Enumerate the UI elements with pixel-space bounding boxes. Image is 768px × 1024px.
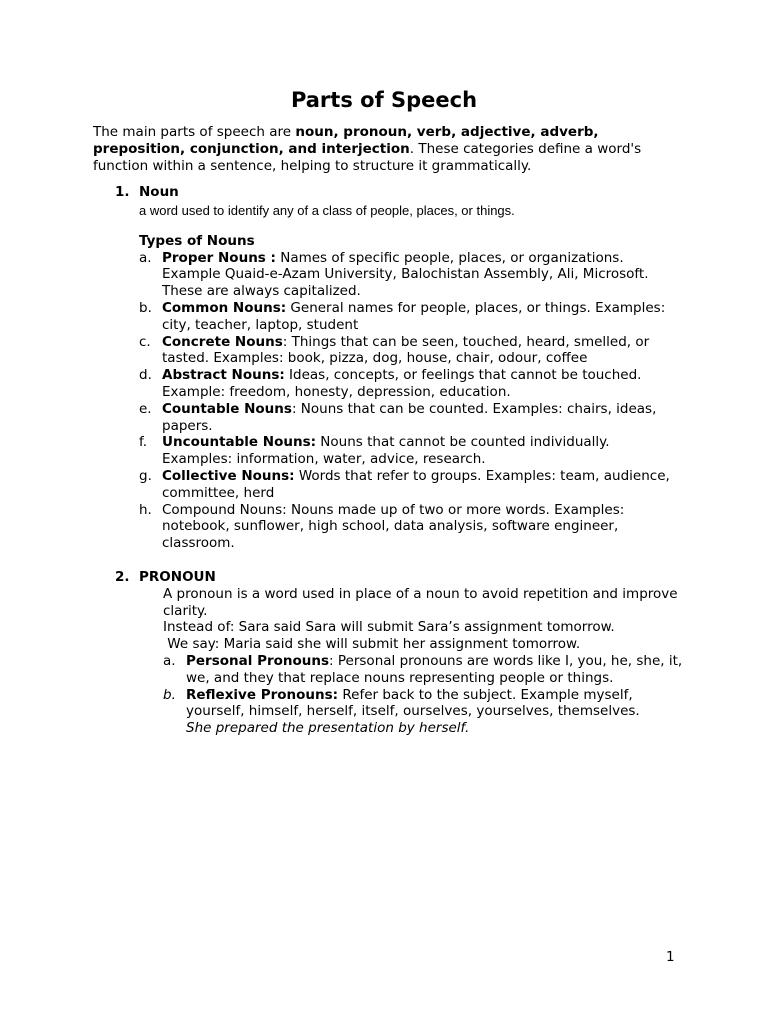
pronoun-example-instead: Instead of: Sara said Sara will submit Sara’s assignment tomorrow. [163,619,615,636]
example-sentence: She prepared the presentation by herself. [186,720,470,737]
intro-bold-list: noun, pronoun, verb, adjective, adverb, preposition, conjunction, and interjection [93,124,599,157]
term: Abstract Nouns: [162,367,285,384]
description: Words that refer to groups. Examples: team, audience, committee, herd [162,467,670,501]
section-heading-noun: Noun [139,184,179,200]
list-marker: b. [139,299,152,316]
list-item [139,502,683,552]
list-marker: h. [139,501,152,518]
description: : Things that can be seen, touched, heard, smelled, or tasted. Examples: book, pizza, dog, house, chair, odour, coffee [162,333,650,367]
list-item [163,687,683,737]
list-marker: d. [139,367,152,384]
term: Personal Pronouns [186,652,330,669]
term: Uncountable Nouns: [162,434,317,451]
list-marker: a. [139,249,152,266]
description: : Personal pronouns are words like I, you, he, she, it, we, and they that replace nouns representing people or things. [186,652,683,686]
list-item [139,334,683,368]
list-marker: g. [139,467,152,484]
section-heading-pronoun: PRONOUN [139,569,216,585]
pronoun-definition: A pronoun is a word used in place of a noun to avoid repetition and improve clarity. [163,585,678,619]
intro-paragraph [93,124,683,174]
section-number: 2. [115,569,130,585]
page-title: Parts of Speech [290,88,478,112]
description: Ideas, concepts, or feelings that cannot be touched. Example: freedom, honesty, depression, education. [162,367,642,400]
list-marker: c. [139,333,151,350]
list-marker: a. [163,652,176,669]
list-item [139,401,683,435]
list-marker: b. [163,686,176,703]
list-item [139,367,683,401]
description: Nouns that cannot be counted individually. Examples: information, water, advice, research. [162,434,610,468]
term: Countable Nouns [162,400,292,417]
list-item [139,434,683,468]
description: Refer back to the subject. Example myself, yourself, himself, herself, itself, ourselves, yourselves, themselves. [186,686,640,720]
intro-lead: The main parts of speech are [93,124,296,140]
description: Compound Nouns: Nouns made up of two or more words. Examples: notebook, sunflower, high school, data analysis, software engineer, classroom. [162,501,625,552]
pronoun-example-we-say: We say: Maria said she will submit her assignment tomorrow. [163,636,581,653]
term: Collective Nouns: [162,467,295,484]
types-of-nouns-heading: Types of Nouns [139,232,255,249]
page-number: 1 [666,949,675,965]
list-item [139,300,683,334]
intro-rest: . These categories define a word's function within a sentence, helping to structure it grammatically. [93,140,642,174]
noun-types-list [139,250,683,552]
term: Reflexive Pronouns: [186,686,339,703]
pronoun-types-list [163,653,683,737]
list-item [163,653,683,687]
noun-definition: a word used to identify any of a class of people, places, or things. [139,202,515,218]
list-item [139,468,683,502]
section-pronoun [93,569,683,737]
description: General names for people, places, or things. Examples: city, teacher, laptop, student [162,299,666,333]
term: Common Nouns: [162,299,287,316]
term: Concrete Nouns [162,333,283,350]
term: Proper Nouns : [162,249,276,266]
description: Names of specific people, places, or organizations. Example Quaid-e-Azam University, Balochistan Assembly, Ali, Microsoft. These are always capitalized. [162,249,649,300]
section-noun [93,184,683,552]
section-number: 1. [115,184,130,200]
list-marker: f. [139,434,148,451]
list-item [139,250,683,300]
description: : Nouns that can be counted. Examples: chairs, ideas, papers. [162,400,657,434]
list-marker: e. [139,400,152,417]
